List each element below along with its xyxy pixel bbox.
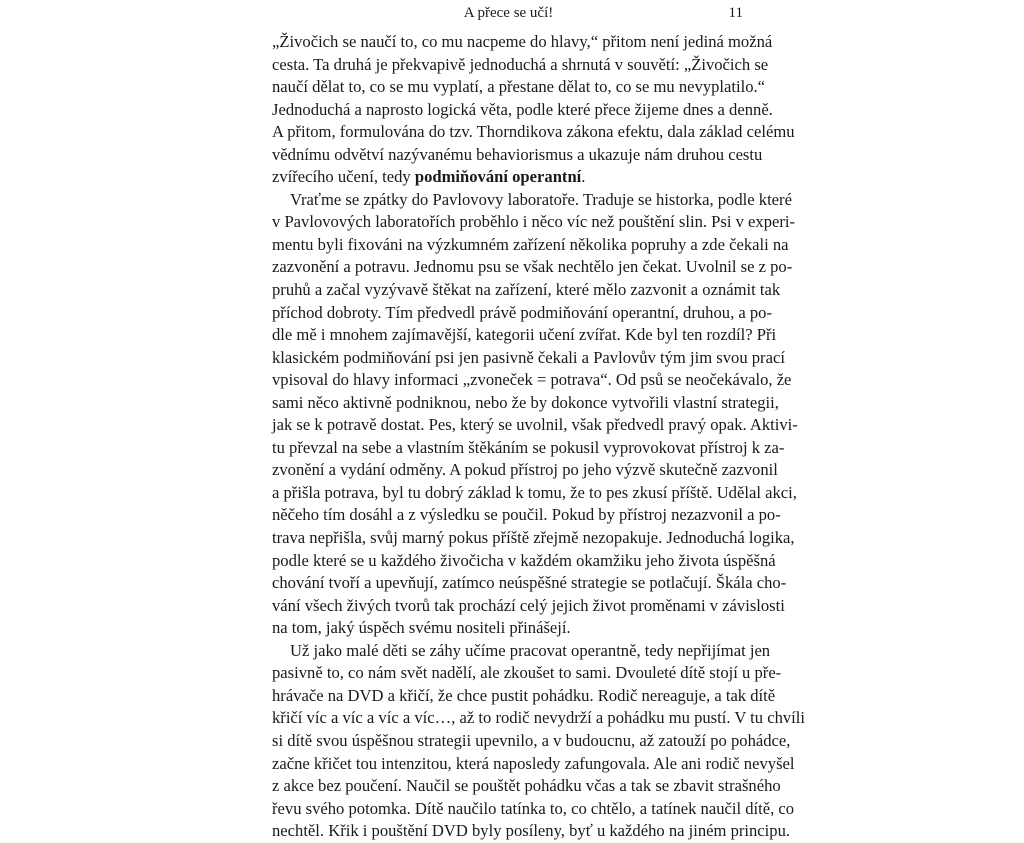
text-line: zvonění a vydání odměny. A pokud přístroj po jeho výzvě skutečně zazvonil [272, 460, 778, 480]
text-line: v Pavlovových laboratořích proběhlo i něco víc než pouštění slin. Psi v experi- [272, 212, 796, 232]
text-line: z akce bez poučení. Naučil se pouštět pohádku včas a tak se zbavit strašného [272, 776, 781, 796]
text-line: si dítě svou úspěšnou strategii upevnilo, a v budoucnu, až zatouží po pohádce, [272, 730, 791, 750]
page-number: 11 [728, 5, 743, 21]
running-title: A přece se učí! [463, 5, 554, 21]
text-line: trava nepřišla, svůj marný pokus příště zřejmě nezopakuje. Jednoduchá logika, [272, 528, 795, 548]
body-text [272, 31, 806, 843]
book-page [272, 0, 806, 841]
text-line: chování tvoří a upevňují, zatímco neúspěšné strategie se potlačují. Škála cho- [272, 573, 787, 593]
text-run: . [581, 167, 586, 187]
text-line: zazvonění a potravu. Jednomu psu se však nechtělo jen čekat. Uvolnil se z po- [272, 257, 793, 277]
text-line: hrávače na DVD a křičí, že chce pustit pohádku. Rodič nereaguje, a tak dítě [272, 685, 776, 705]
text-line: jak se k potravě dostat. Pes, který se uvolnil, však předvedl pravý opak. Aktivi- [272, 415, 798, 435]
text-line: začne křičet tou intenzitou, která naposledy zafungovala. Ale ani rodič nevyšel [272, 753, 795, 773]
text-line: vědnímu odvětví nazývanému behaviorismus a ukazuje nám druhou cestu [272, 144, 763, 164]
text-line: něčeho tím dosáhl a z výsledku se poučil. Pokud by přístroj nezazvonil a po- [272, 505, 781, 525]
text-line: vpisoval do hlavy informaci „zvoneček = potrava“. Od psů se neočekávalo, že [272, 370, 792, 390]
text-line: Vraťme se zpátky do Pavlovovy laboratoře. Traduje se historka, podle které [290, 189, 792, 209]
text-line: A přitom, formulována do tzv. Thorndikova zákona efektu, dala základ celému [272, 122, 795, 142]
text-line: nechtěl. Křik i pouštění DVD byly posíleny, byť u každého na jiném principu. [272, 821, 791, 841]
text-line: „Živočich se naučí to, co mu nacpeme do hlavy,“ přitom není jediná možná [272, 32, 773, 51]
text-line: dle mě i mnohem zajímavější, kategorii učení zvířat. Kde byl ten rozdíl? Při [272, 325, 777, 345]
text-line: podle které se u každého živočicha v každém okamžiku jeho života úspěšná [272, 550, 776, 570]
bold-term: podmiňování operantní [414, 167, 582, 187]
text-line: sami něco aktivně podniknou, nebo že by dokonce vytvořili vlastní strategii, [272, 392, 779, 412]
text-run: zvířecího učení, tedy [272, 167, 415, 187]
text-line: a přišla potrava, byl tu dobrý základ k tomu, že to pes zkusí příště. Udělal akci, [272, 482, 797, 502]
text-line: klasickém podmiňování psi jen pasivně čekali a Pavlovův tým jim svou prací [272, 347, 785, 367]
text-line: Jednoduchá a naprosto logická věta, podle které přece žijeme dnes a denně. [272, 99, 773, 119]
text-line: křičí víc a víc a víc a víc…, až to rodič nevydrží a pohádku mu pustí. V tu chvíli [272, 708, 806, 728]
text-line: řevu svého potomka. Dítě naučilo tatínka to, co chtělo, a tatínek naučil dítě, co [272, 798, 795, 818]
running-head [272, 3, 745, 23]
text-line: Už jako malé děti se záhy učíme pracovat operantně, tedy nepřijímat jen [290, 640, 771, 660]
text-line: na tom, jaký úspěch svému nositeli přinášejí. [272, 618, 571, 638]
text-line: tu převzal na sebe a vlastním štěkáním se pokusil vyprovokovat přístroj k za- [272, 437, 785, 457]
text-line: cesta. Ta druhá je překvapivě jednoduchá a shrnutá v souvětí: „Živočich se [272, 54, 769, 74]
text-line: pruhů a začal vyzývavě štěkat na zařízení, které mělo zazvonit a oznámit tak [272, 280, 781, 300]
text-line: naučí dělat to, co se mu vyplatí, a přestane dělat to, co se mu nevyplatilo.“ [272, 77, 766, 97]
paragraph-3 [272, 640, 806, 843]
text-line: příchod dobroty. Tím předvedl právě podmiňování operantní, druhou, a po- [272, 302, 772, 322]
text-line: mentu byli fixováni na výzkumném zařízení několika popruhy a zde čekali na [272, 234, 789, 254]
paragraph-2 [272, 189, 798, 640]
text-line [272, 166, 745, 189]
text-line: vání všech živých tvorů tak prochází celý jejich život proměnami v závislosti [272, 595, 785, 615]
text-line: pasivně to, co nám svět nadělí, ale zkoušet to sami. Dvouleté dítě stojí u pře- [272, 663, 782, 683]
paragraph-1 [272, 31, 795, 189]
